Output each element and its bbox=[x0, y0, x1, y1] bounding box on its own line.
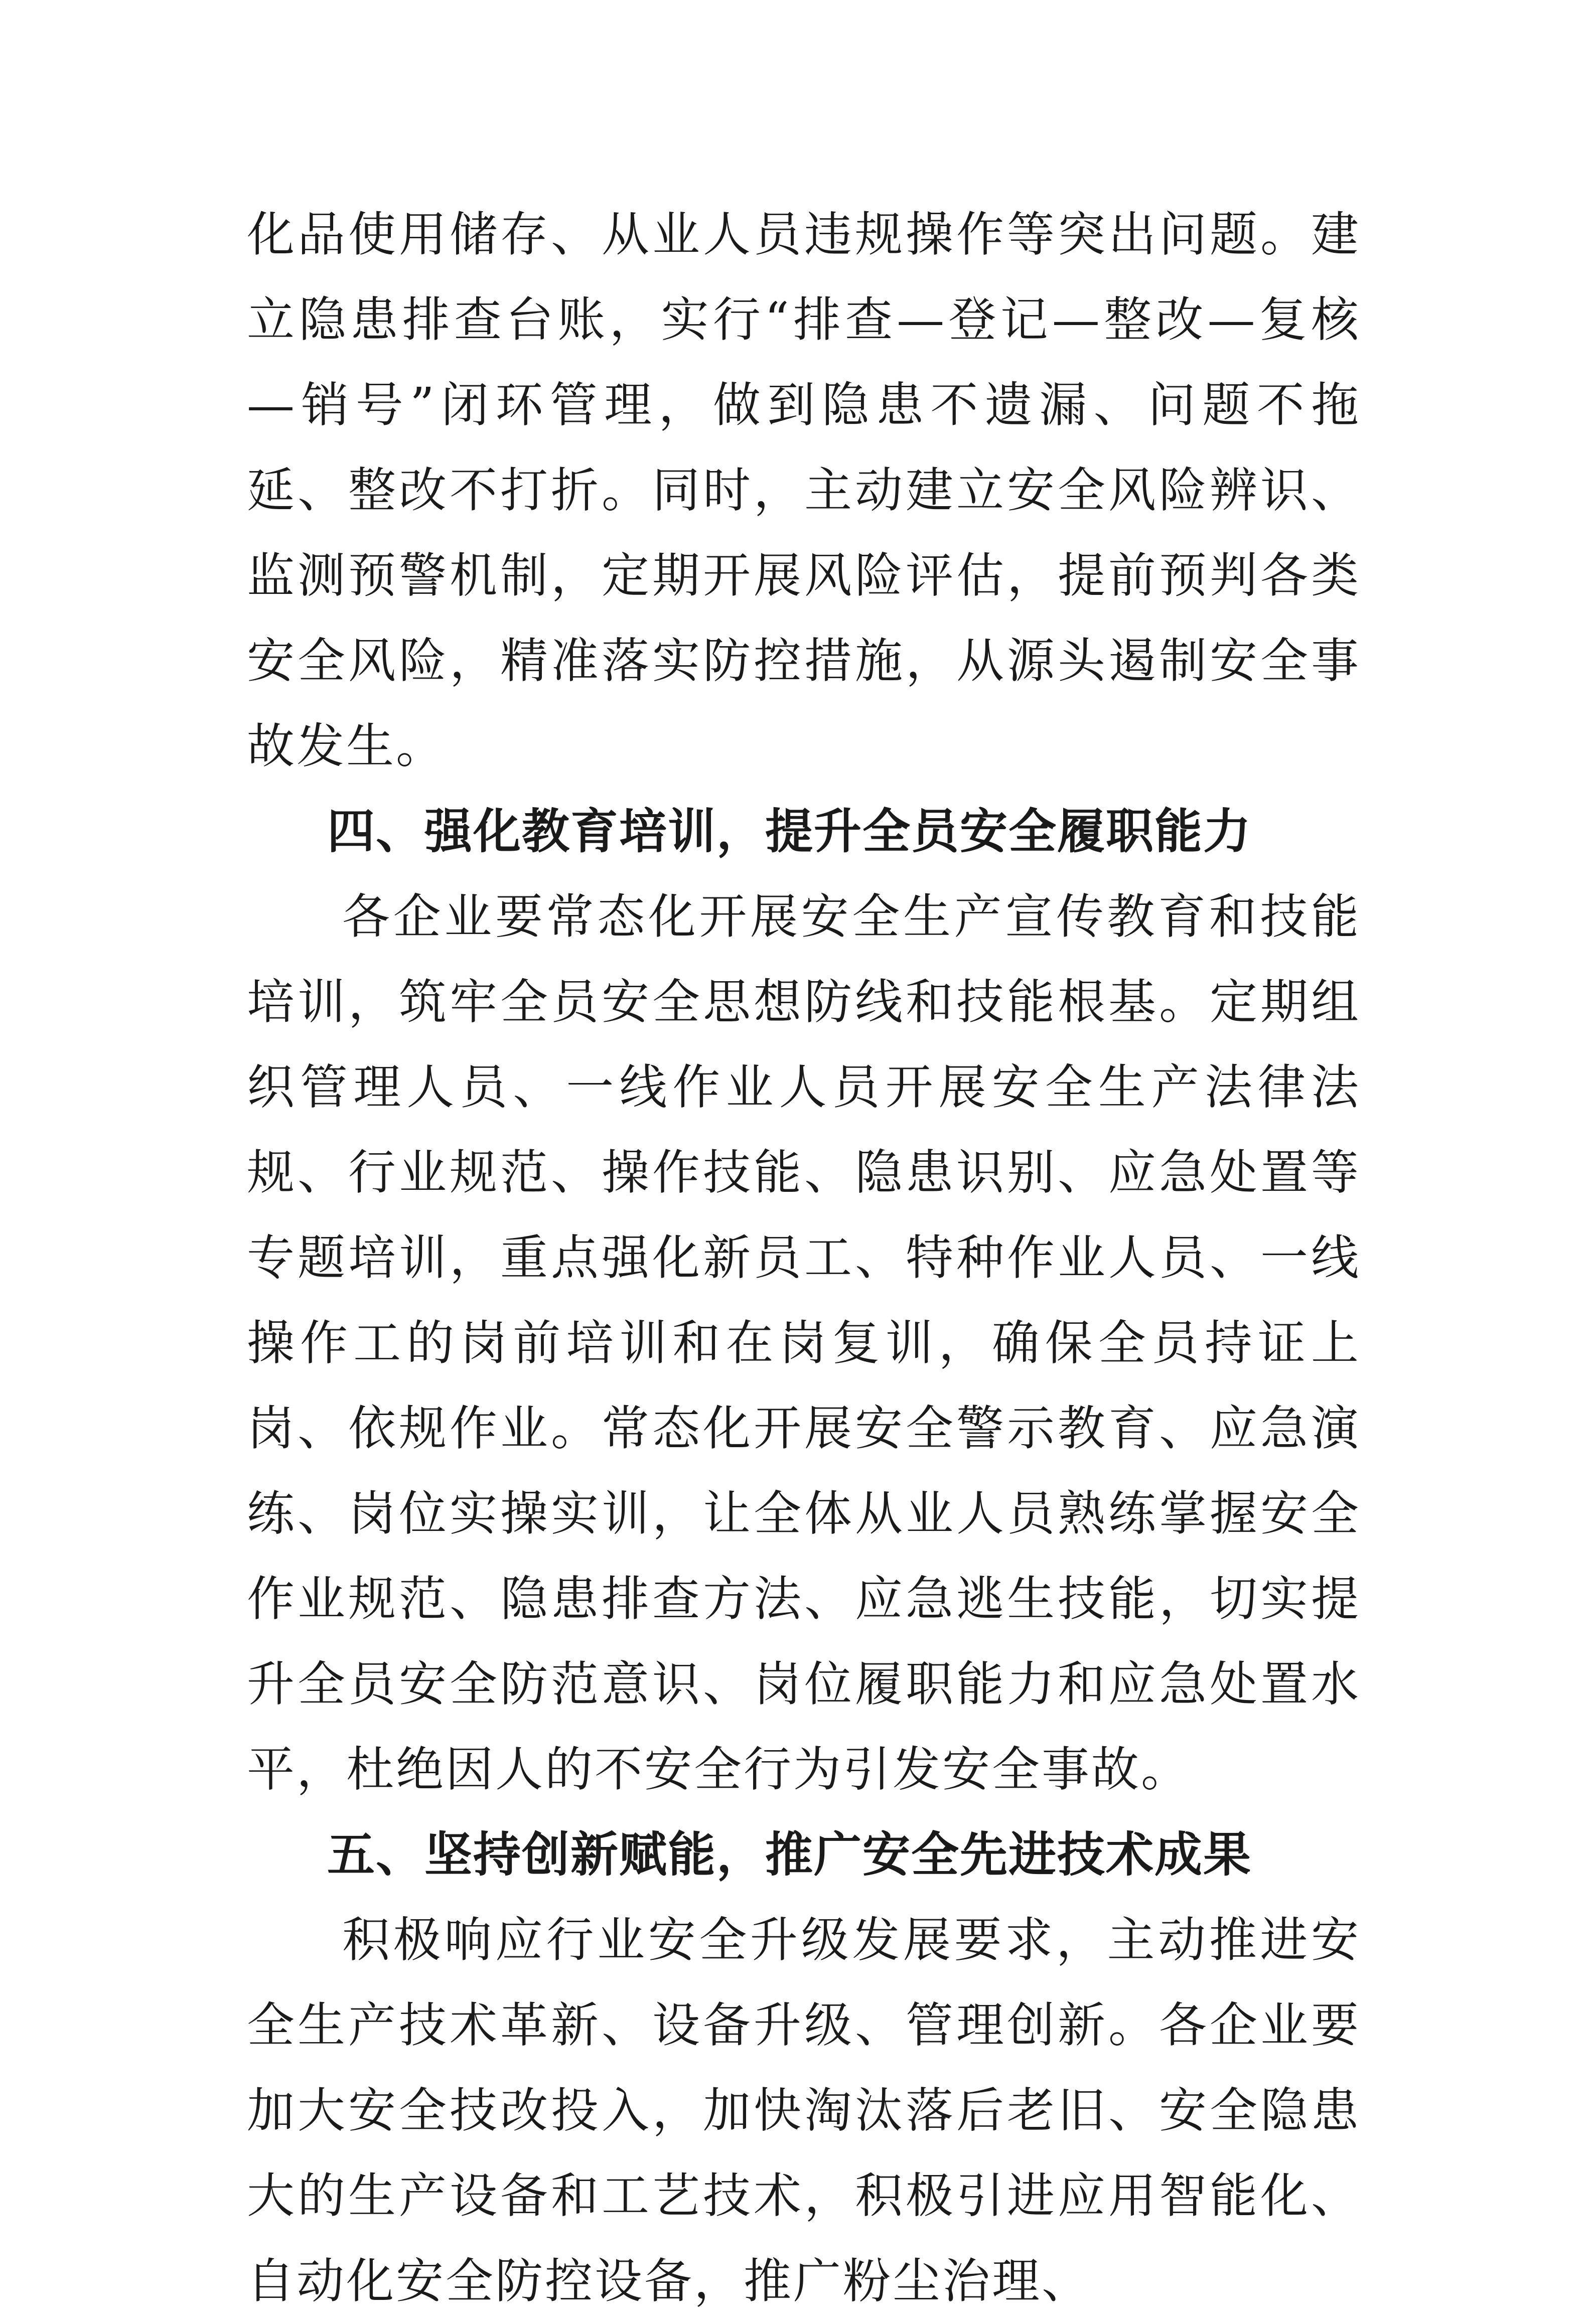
paragraph-hazard-ledger: 化品使用储存、从业人员违规操作等突出问题。建立隐患排查台账，实行“排查—登记—整改—复核—销号”闭环管理，做到隐患不遗漏、问题不拖延、整改不打折。同时，主动建立安全风险辨识、监测预警机制，定期开展风险评估，提前预判各类安全风险，精准落实防控措施，从源头遏制安全事故发生。 bbox=[247, 207, 1361, 774]
paragraph-innovation: 积极响应行业安全升级发展要求，主动推进安全生产技术革新、设备升级、管理创新。各企业要加大安全技改投入，加快淘汰落后老旧、安全隐患大的生产设备和工艺技术，积极引进应用智能化、自动化安全防控设备，推广粉尘治理、 bbox=[247, 1913, 1361, 2309]
document-body bbox=[247, 192, 1361, 2324]
section-heading-innovation: 五、坚持创新赋能，推广安全先进技术成果 bbox=[327, 1827, 1252, 1883]
section-heading-education-training: 四、强化教育培训，提升全员安全履职能力 bbox=[327, 804, 1252, 859]
paragraph-education-training: 各企业要常态化开展安全生产宣传教育和技能培训，筑牢全员安全思想防线和技能根基。定期组织管理人员、一线作业人员开展安全生产法律法规、行业规范、操作技能、隐患识别、应急处置等专题培训，重点强化新员工、特种作业人员、一线操作工的岗前培训和在岗复训，确保全员持证上岗、依规作业。常态化开展安全警示教育、应急演练、岗位实操实训，让全体从业人员熟练掌握安全作业规范、隐患排查方法、应急逃生技能，切实提升全员安全防范意识、岗位履职能力和应急处置水平，杜绝因人的不安全行为引发安全事故。 bbox=[247, 889, 1361, 1797]
